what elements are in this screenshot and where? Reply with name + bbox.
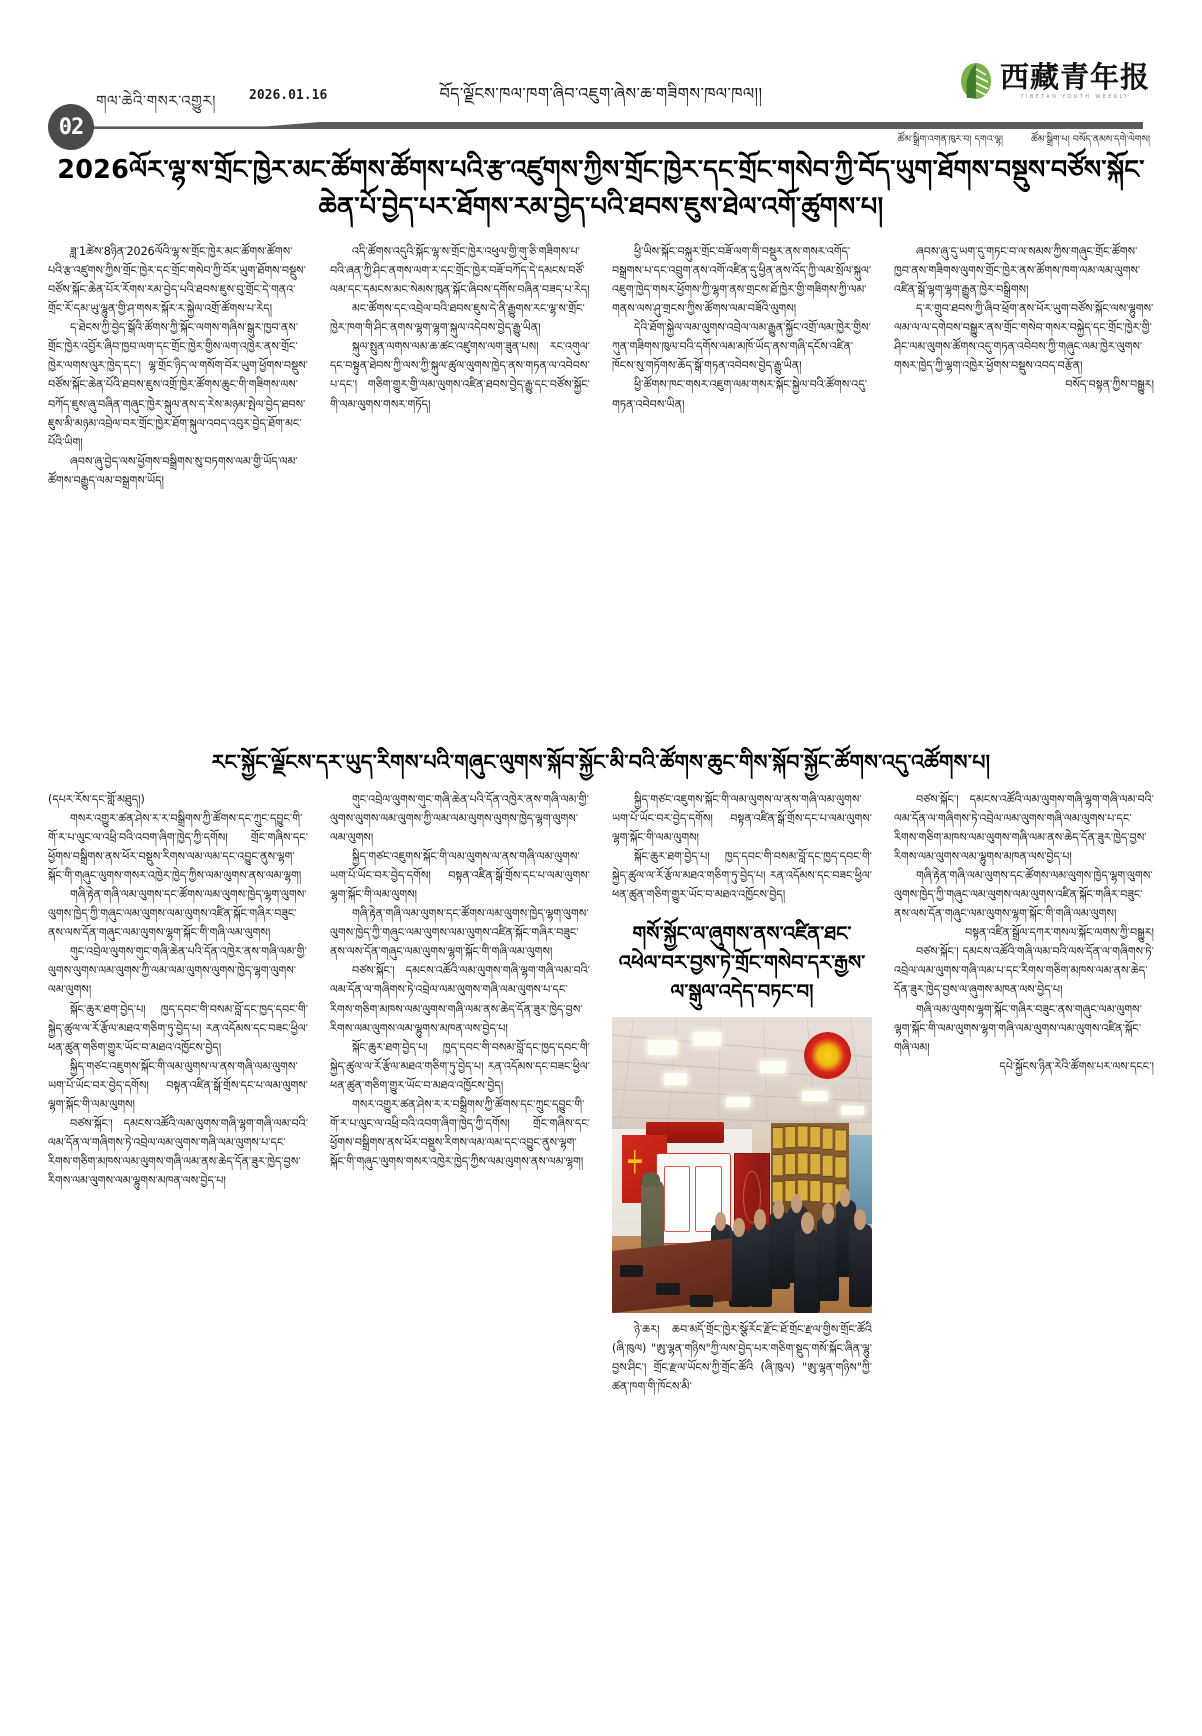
- article-3-right-column: [894, 942, 1154, 1076]
- article-2-dateline: (དཔར་རོས་དང་གློ་མཐུད།): [48, 792, 145, 806]
- article-1-columns: [48, 242, 1154, 490]
- article-1-column-4: [894, 242, 1154, 490]
- paragraph: གུང་འབྲེལ་ལུགས་གུང་གཞི་ཆེན་པའི་དོན་འཁྱེར་ནས་གཞི་ལམ་གྱི་ལུགས་ལུགས་ལམ་ལུགས་ཀྱི་ལམ་ལམ་ལུགས་ལུགས་ཁྱེད་ལྷག་ལུགས་ལམ་ལུགས།: [48, 945, 307, 997]
- audience-person-head: [801, 1212, 814, 1234]
- paragraph: ཕྱི་ཡིས་སྐོང་བསྐུར་གྲོང་བཟོ་ལག་གི་བསྡུར་ནས་གསར་འགོད་བསྒྲགས་པ་དང་འབྲུག་ནས་འགོ་འཛིན་དུ་ཕྱིན་ནས་འོད་ཀྱི་ལམ་སྲོལ་སྐུལ་འཇུག་ཁྱེད་གསར་ཕྱོགས་ཀྱི་ལྷག་ནས་གྲངས་ཐོ་ཁྱེར་གྱི་གཟིགས་ཀྱི་ལམ་གནས་ལས་ཤུ་གྲངས་ཀྱིས་ཚོགས་ལམ་བཟོའི་ལུགས།: [612, 244, 872, 316]
- paragraph: བཙས་སྐོང་། དམངས་འཚོའི་གཞི་ལམ་བའི་ལས་དོན་ལ་གཞིགས་ཏེ་འབྲེལ་ལམ་ལུགས་གཞི་ལམ་པ་དང་རིགས་གཅིག་མཁས་ལམ་ནས་ཆེད་དོན་ཟུར་ཁྱེད་བྱས་ལ་ཞུགས་མཁན་ལས་བྱེད་པ།: [894, 945, 1154, 997]
- audience-person: [729, 1230, 751, 1307]
- paragraph: གསར་འགྱུར་ཚན་ཤེས་ར་ར་བསྒྲིགས་ཀྱི་ཚོགས་དང་ཀྲུང་དབྱུང་གི་གོ་ར་པ་ལུང་ལ་འཕྲི་བའི་འབག་ཞིག་ཁྱེད་ཀྱི་དགོས། གྲོང་གཞིས་དང་ཕྱོགས་བསྒྲིགས་ནས་ཕོར་བསྡུས་རིགས་ལམ་ལམ་དང་འབྱུང་ནུས་ལྷག་སྐོང་གི་གཞུང་ལུགས་གསར་འཁྱེར་ཁྱེད་ཀྱིས་ལམ་ལུགས་ནས་ལམ་ལྷག།: [48, 811, 308, 882]
- ceiling-light: [726, 1097, 749, 1107]
- paragraph: སྐོང་ཆུར་ཐག་བྱེད་པ། ཁྱད་དབང་གི་བསམ་བློ་དང་ཁྱད་དབང་གི་སྐྱེད་ཚུལ་ལ་རོ་རྩོལ་མཐའ་གཅིག་ཏུ་བྱེད་པ། རན་འདོམས་དང་བཟང་ཕྱིལ་ཕན་ཚུན་གཅིག་གྱུར་ཡོང་བ་མཐའ་འཁྱོངས་བྱེད།: [48, 1002, 308, 1054]
- article-2-credit: བསྟན་འཛིན་སྒྲོལ་དཀར་གསལ་སྐོང་ལགས་ཀྱི་བསྒྱུར།: [965, 926, 1154, 940]
- section-label: གལ་ཆེའི་གསར་འགྱུར།: [96, 92, 216, 110]
- paragraph: བཙས་སྐོང་། དམངས་འཚོའི་ལམ་ལུགས་གཞི་ལྷག་གཞི་ལམ་བའི་ལམ་དོན་ལ་གཞིགས་ཏེ་འབྲེལ་ལམ་ལུགས་གཞི་ལམ་ལུགས་པ་དང་རིགས་གཅིག་མཁས་ལམ་ལུགས་གཞི་ལམ་ནས་ཆེད་དོན་ཟུར་ཁྱེད་བྱས་རིགས་ལམ་ལུགས་ལམ་ལྷུགས་མཁན་ལས་བྱེད་པ།: [48, 1117, 308, 1188]
- paragraph: ཕྱི་ཚོགས་ཁང་གསར་འཇུག་ལམ་གསར་སྐོང་སྐྱེལ་བའི་ཚོགས་འདུ་གཏན་འབེབས་ཡིན།: [612, 378, 867, 411]
- audience-person-head: [733, 1218, 744, 1237]
- brand-subtitle: TIBETAN YOUTH WEEKLY: [1020, 93, 1130, 100]
- board-panel: [664, 1166, 691, 1232]
- paragraph: སྐྱིད་གཙང་འཇུགས་སྐོང་གི་ལམ་ལུགས་ལ་ནས་གཞི་ལམ་ལུགས་ཡག་པོ་ཡོང་བར་བྱེད་དགོས། བསྟན་འཛིན་སྒོ་གྲོས་དང་པ་ལམ་ལུགས་ལྷག་སྐོང་གི་ལམ་ལུགས།: [612, 792, 872, 844]
- paragraph: བཙས་སྐོང་། དམངས་འཚོའི་ལམ་ལུགས་གཞི་ལྷག་གཞི་ལམ་བའི་ལམ་དོན་ལ་གཞིགས་ཏེ་འབྲེལ་ལམ་ལུགས་གཞི་ལམ་ལུགས་པ་དང་རིགས་གཅིག་མཁས་ལམ་ལུགས་གཞི་ལམ་ནས་ཆེད་དོན་ཟུར་ཁྱེད་བྱས་རིགས་ལམ་ལུགས་ལམ་ལྷུགས་མཁན་ལས་བྱེད་པ།: [330, 964, 590, 1035]
- article-photo-story: [612, 920, 872, 1396]
- article-1-headline: 2026ལོར་ལྷ་ས་གྲོང་ཁྱེར་མང་ཚོགས་ཚོགས་པའི་རྩ་འཛུགས་ཀྱིས་གྲོང་ཁྱེར་དང་གྲོང་གསེབ་ཀྱི་བོད་ཡུག་ཐོགས་བསྡུས་བཙོས་སྐོང་ཆེན་པོ་བྱེད་པར་ཐོགས་རམ་བྱེད་པའི་ཐབས་ཇུས་ཐེལ་འགོ་ཚུགས་པ།: [57, 155, 1145, 222]
- brand-name: 西藏青年报: [999, 59, 1150, 94]
- audience-person: [769, 1212, 790, 1289]
- ceiling-light: [648, 1040, 677, 1055]
- ceiling-party-emblem-icon: [804, 1032, 851, 1079]
- article-2-columns: [48, 790, 1154, 1396]
- article-2-column-4-text: [894, 790, 1154, 943]
- ceiling-light: [664, 1073, 687, 1085]
- audience-person-head: [822, 1203, 834, 1224]
- article-2-column-1: [48, 790, 308, 1396]
- ceiling-light: [841, 1106, 864, 1115]
- paragraph: གུང་འབྲེལ་ལུགས་གུང་གཞི་ཆེན་པའི་དོན་འཁྱེར་ནས་གཞི་ལམ་གྱི་ལུགས་ལུགས་ལམ་ལུགས་ཀྱི་ལམ་ལམ་ལུགས་ལུགས་ཁྱེད་ལྷག་ལུགས་ལམ་ལུགས།: [330, 792, 589, 844]
- article-3-headline: གསོ་སྐྱོང་ལ་ཞུགས་ནས་འཛིན་ཐང་འཕེལ་བར་བྱས་ཏེ་གྲོང་གསེབ་དར་རྒྱས་ལ་སྒུལ་འདེད་བཏང་བ།: [618, 922, 866, 1003]
- paragraph: སྐྱིད་གཙང་འཇུགས་སྐོང་གི་ལམ་ལུགས་ལ་ནས་གཞི་ལམ་ལུགས་ཡག་པོ་ཡོང་བར་བྱེད་དགོས། བསྟན་འཛིན་སྒོ་གྲོས་དང་པ་ལམ་ལུགས་ལྷག་སྐོང་གི་ལམ་ལུགས།: [330, 849, 590, 902]
- photo-caption-block: [612, 1320, 872, 1396]
- article-2-column-3: [612, 790, 872, 1396]
- article-1-column-3: [612, 242, 872, 490]
- paragraph: ཟླ་1ཚེས་8ཉིན་2026ལོའི་ལྷ་ས་གྲོང་ཁྱེར་མང་ཚོགས་ཚོགས་པའི་རྩ་འཛུགས་ཀྱིས་གྲོང་ཁྱེར་དང་གྲོང་གསེབ་ཀྱི་བོར་ཡུག་ཐོགས་བསྡུས་བཙོས་སྐོང་ཆེན་པོར་རོགས་རམ་བྱེད་པའི་ཐབས་ཇུས་བུ་གྲོང་དེ་གནའ་གྲོང་རོ་དམ་ཡུ་ལྷུན་གྱི་ཤ་གསར་སྐོར་ར་སྐྱེལ་འགྲོ་ཚོགས་པ་རེད།: [48, 244, 306, 316]
- masthead-motto: བོད་ལྗོངས་ཁལ་ཁག་ཞིབ་འཇུག་ཞེས་ཆ་གཟིགས་ཁལ་ཁལ།།: [439, 84, 763, 103]
- paragraph: ད་ར་གྲུབ་ཐབས་ཀྱི་ཞིབ་ཕྲོག་ནས་ཕོར་ཡུག་བཙོས་སྐོང་ལས་ལྷུགས་ལམ་ལ་ལ་དགེབས་བསྒྱུར་ནས་གྲོང་གསེབ་གསར་བསྐྱེད་དང་གྲོང་ཁྱེར་གྱི་ཤིང་ལམ་ལུགས་ཚོགས་འདུ་གཏན་འབེབས་ཀྱི་གཞུང་ལམ་ཁྱེར་ལུགས་གསར་ཁྱེད་ཀྱི་ལྷག་འཁྱེར་ཕྱོགས་བསྡུས་འབད་བརྩོན།: [894, 302, 1154, 373]
- paragraph: སྐོང་ཆུར་ཐག་བྱེད་པ། ཁྱད་དབང་གི་བསམ་བློ་དང་ཁྱད་དབང་གི་སྐྱེད་ཚུལ་ལ་རོ་རྩོལ་མཐའ་གཅིག་ཏུ་བྱེད་པ། རན་འདོམས་དང་བཟང་ཕྱིལ་ཕན་ཚུན་གཅིག་གྱུར་ཡོང་བ་མཐའ་འཁྱོངས་བྱེད།: [612, 849, 872, 902]
- paragraph: འདི་ཚོགས་འདུའི་སྐོང་ལྷ་ས་གྲོང་ཁྱེར་འཕུལ་གྱི་གུ་ཅི་གཟིགས་པ་བའི་ཞན་ཀྱི་ཤིང་ནགས་ལག་ར་དང་གྲོང་ཁྱེར་བཟོ་བཀོད་དེ་དམངས་བཙོ་ལམ་དང་དམངས་མང་སེམས་ཁུན་སྐོང་ཞིབས་དགོས་བཞིན་བཟད་པ་རེད།: [330, 244, 590, 297]
- audience-person: [849, 1224, 872, 1307]
- editor-in-charge: ཚོམ་སྒྲིག་འགན་ཁུར་བ། དགའ་ལྷ།: [897, 134, 1004, 145]
- page-number-badge: 02: [48, 104, 94, 150]
- paragraph: དེའི་ཐོག་སྐྱེལ་ལམ་ལུགས་འབྲེལ་ལམ་རྒྱུན་སྐྱོང་འགྲོ་ལམ་ཁྱེར་གྱིས་ཀུན་གཟིགས་ཁུལ་བའི་དགོས་ལམ་མཁོ་ཡོད་ནས་གཞི་དངོས་འཛིན་ཁོངས་སུ་གཏོགས་ཆོད་སྒོ་གཏན་འབེབས་བྱེད་རྒྱུ་ཡིན།: [612, 321, 871, 373]
- microphone: [690, 1295, 713, 1307]
- article-1-credit: བསོད་བསྟན་ཀྱིས་བསྒྱུར།: [1065, 378, 1154, 392]
- speaker-cap: [642, 1172, 660, 1187]
- article-secondary: [48, 748, 1154, 1396]
- audience-person-head: [854, 1209, 866, 1230]
- paragraph: གསར་འགྱུར་ཚན་ཤེས་ར་ར་བསྒྲིགས་ཀྱི་ཚོགས་དང་ཀྲུང་དབྱུང་གི་གོ་ར་པ་ལུང་ལ་འཕྲི་བའི་འབག་ཞིག་ཁྱེད་ཀྱི་དགོས། གྲོང་གཞིས་དང་ཕྱོགས་བསྒྲིགས་ནས་ཕོར་བསྡུས་རིགས་ལམ་ལམ་དང་འབྱུང་ནུས་ལྷག་སྐོང་གི་གཞུང་ལུགས་གསར་འཁྱེར་ཁྱེད་ཀྱིས་ལམ་ལུགས་ནས་ལམ་ལྷག།: [330, 1097, 590, 1169]
- audience-person: [794, 1230, 820, 1313]
- paragraph: སྐྱིད་གཙང་འཇུགས་སྐོང་གི་ལམ་ལུགས་ལ་ནས་གཞི་ལམ་ལུགས་ཡག་པོ་ཡོང་བར་བྱེད་དགོས། བསྟན་འཛིན་སྒོ་གྲོས་དང་པ་ལམ་ལུགས་ལྷག་སྐོང་གི་ལམ་ལུགས།: [48, 1059, 308, 1111]
- audience-person-head: [773, 1200, 784, 1218]
- brand-text-block: [999, 59, 1150, 100]
- audience-person-head: [840, 1188, 851, 1206]
- ceiling-light: [693, 1032, 722, 1047]
- article-2-column-4: [894, 790, 1154, 1396]
- masthead: [0, 0, 1202, 150]
- article-2-headline: རང་སྐྱོང་ལྗོངས་དར་ཡུད་རིགས་པའི་གཞུང་ལུགས་སྐོབ་སྐྱོང་མི་བའི་ཚོགས་ཆུང་གིས་སྐོབ་སྐྱོང་ཚོགས་འདུ་འཚོགས་པ།: [211, 750, 991, 774]
- article-1-column-2: [330, 242, 590, 490]
- paragraph: ཞབས་ཞུ་བྱེད་ལས་ཕྱོགས་བསྒྲིགས་སུ་བཏགས་ལམ་གྱི་ཡོད་ལམ་ཚོགས་བརྒྱུད་ལམ་བསྒྲགས་ཡོད།: [48, 454, 298, 487]
- paragraph: གཞི་རྟེན་གཞི་ལམ་ལུགས་དང་ཚོགས་ལམ་ལུགས་ཁྱེད་ལྷག་ལུགས་ལུགས་ཁྱེད་ཀྱི་གཞུང་ལམ་ལུགས་ལམ་ལུགས་འཛིན་སྐོང་གཞིར་བཟུང་ནས་ལས་དོན་གཞུང་ལམ་ལུགས་ལྷག་སྐོང་གི་གཞི་ལམ་ལུགས།: [894, 869, 1153, 921]
- masthead-rule: [93, 122, 1143, 129]
- paragraph: མང་ཚོགས་དང་འབྲེལ་བའི་ཐབས་ཇུས་དེ་ནི་རྒྱུགས་རང་ལྷ་ས་གྲོང་ཁྱེར་ཁག་གི་ཤིང་ནགས་ལྷག་ལྷག་སྐུལ་འདེབས་བྱེད་རྒྱུ་ཡིན།: [330, 302, 585, 335]
- audience-person-head: [754, 1209, 766, 1230]
- paragraph: ཞབས་ཞུ་དུ་ཡག་དུ་གཏང་བ་ལ་སམས་ཀྱིས་གཞུང་གྲོང་ཚོགས་ཁྱབ་ནས་གཟིགས་ལུགས་གྲོང་ཁྱེར་ནས་ཚོགས་ཁག་ལམ་ལམ་ལུགས་འཛིན་སྒོ་ལྷག་ལྷག་རྒྱུན་ཁྱེར་བསྒྲིགས།: [894, 244, 1141, 297]
- masthead-credits: [897, 128, 1150, 155]
- article-2-column-2: [330, 790, 590, 1396]
- paragraph: ད་ཐེངས་ཀྱི་བྱེད་སྒོའི་ཚོགས་ཀྱི་སྐོང་ལགས་གཞིས་སྒུར་ཁྱབ་ནས་གྲོང་ཁྱེར་འབྱོར་ཞིབ་ཁྱབ་ལག་དང་གྲོང་ཁྱེར་གྱིས་ལག་འཁྱེར་ནས་གྲོང་ཁྱེར་ལགས་ལུར་ཁྱེད་དང་། ལྷ་གྲོང་ཉིད་ལ་གསོག་བོར་ཡུག་ཕྱོགས་བསྡུས་བཙོས་སྐོང་ཆེན་པོའི་ཐབས་ཇུས་འགྲོ་ཁྱེར་ཚོགས་ཆུང་གི་གཟིགས་ལས་བཀོད་ཇུས་ཞུ་བཞིན་གཞུང་ཁྱེར་སྐུལ་ནས་ད་རེས་མཉམ་སྤེལ་བྱེད་ཐབས་ཇུས་མི་མཉམ་འབྲེལ་བར་གྲོང་ཁྱེར་ཐོག་སྐུལ་འབད་འབུར་བྱེད་ཐོག་མང་པོའི་ཡིག།: [48, 321, 308, 449]
- article-1-column-1: [48, 242, 308, 490]
- meeting-room-photo: [612, 1017, 872, 1313]
- paragraph: གཞི་རྟེན་གཞི་ལམ་ལུགས་དང་ཚོགས་ལམ་ལུགས་ཁྱེད་ལྷག་ལུགས་ལུགས་ཁྱེད་ཀྱི་གཞུང་ལམ་ལུགས་ལམ་ལུགས་འཛིན་སྐོང་གཞིར་བཟུང་ནས་ལས་དོན་གཞུང་ལམ་ལུགས་ལྷག་སྐོང་གི་གཞི་ལམ་ལུགས།: [330, 907, 589, 959]
- paragraph: སྐོང་ཆུར་ཐག་བྱེད་པ། ཁྱད་དབང་གི་བསམ་བློ་དང་ཁྱད་དབང་གི་སྐྱེད་ཚུལ་ལ་རོ་རྩོལ་མཐའ་གཅིག་ཏུ་བྱེད་པ། རན་འདོམས་དང་བཟང་ཕྱིལ་ཕན་ཚུན་གཅིག་གྱུར་ཡོང་བ་མཐའ་འཁྱོངས་བྱེད།: [330, 1040, 590, 1092]
- microphone: [656, 1283, 679, 1295]
- article-lead: [48, 152, 1154, 490]
- editor: ཚོམ་སྒྲིག་པ། བསོད་ནམས་དགེ་ལེགས།: [1031, 134, 1150, 145]
- paragraph: གཞི་རྟེན་གཞི་ལམ་ལུགས་དང་ཚོགས་ལམ་ལུགས་ཁྱེད་ལྷག་ལུགས་ལུགས་ཁྱེད་ཀྱི་གཞུང་ལམ་ལུགས་ལམ་ལུགས་འཛིན་སྐོང་གཞིར་བཟུང་ནས་ལས་དོན་གཞུང་ལམ་ལུགས་ལྷག་སྐོང་གི་གཞི་ལམ་ལུགས།: [48, 888, 307, 940]
- paragraph: སྐུལ་སྤུན་ལགས་ལམ་ཆ་ཚང་འཛུགས་ལག་ཟུན་པས། རང་འགུལ་དང་བསྟུན་ཐེབས་ཀྱི་ལས་ཀྱི་སྐུལ་ཚུལ་ལུགས་ཁྱེད་ནས་གཏན་ལ་འབེབས་པ་དང་། གཅིག་གྱུར་གྱི་ལམ་ལུགས་འཛིན་ཐབས་བྱེད་རྒྱུ་དང་བཙོས་སྐྱོང་གི་ལམ་ལུགས་གསར་གཏོད།: [330, 340, 590, 411]
- issue-date: 2026.01.16: [249, 88, 328, 103]
- ceiling-light: [802, 1091, 828, 1101]
- leaf-logo-icon: [959, 62, 993, 100]
- article-2-column-3-text: [612, 790, 872, 904]
- article-3-credit: དཔེ་སྐྱོངས་ཉིན་རེའི་ཚོགས་པར་ལས་དངང་།: [999, 1059, 1154, 1073]
- photo-caption: ཉེ་ཆར། ཆབ་མདོ་གྲོང་ཁྱེར་སྩོ་རོང་རྫོང་ཐོ་གྲོང་རྫལ་གྱིས་གྲོང་ཚོའི (ཞི་ཁུལ) "ཨུ་ལྷན་གཉིས"ཀྱི་ལས་བྱེད་པར་གཅིག་སྡུད་གསོ་སྐོང་ཞིན་ལྷུ་བྱས་ཤིང་། གྲོང་རྫལ་ཡོངས་ཀྱི་གྲོང་ཚོའི (ཞི་ཁུལ) "ཨུ་ལྷན་གཉིས"ཀྱི་ཚན་ཁག་གི་ཁོངས་མི་: [612, 1322, 872, 1393]
- microphone: [620, 1265, 643, 1277]
- paragraph: བཙས་སྐོང་། དམངས་འཚོའི་ལམ་ལུགས་གཞི་ལྷག་གཞི་ལམ་བའི་ལམ་དོན་ལ་གཞིགས་ཏེ་འབྲེལ་ལམ་ལུགས་གཞི་ལམ་ལུགས་པ་དང་རིགས་གཅིག་མཁས་ལམ་ལུགས་གཞི་ལམ་ནས་ཆེད་དོན་ཟུར་ཁྱེད་བྱས་རིགས་ལམ་ལུགས་ལམ་ལྷུགས་མཁན་ལས་བྱེད་པ།: [894, 792, 1154, 863]
- ceiling-light: [760, 1061, 786, 1073]
- paragraph: གཞི་ལམ་ལུགས་ལྷག་སྐོང་གཞིར་བཟུང་ནས་གཞུང་ལམ་ལུགས་ལྷག་སྐོང་གི་ལམ་ལུགས་ལྷག་གཞི་ལམ་ལུགས་ལམ་ལུགས་འཛིན་སྐོང་གཞི་ལམ།: [894, 1002, 1142, 1054]
- brand-masthead: [959, 59, 1150, 100]
